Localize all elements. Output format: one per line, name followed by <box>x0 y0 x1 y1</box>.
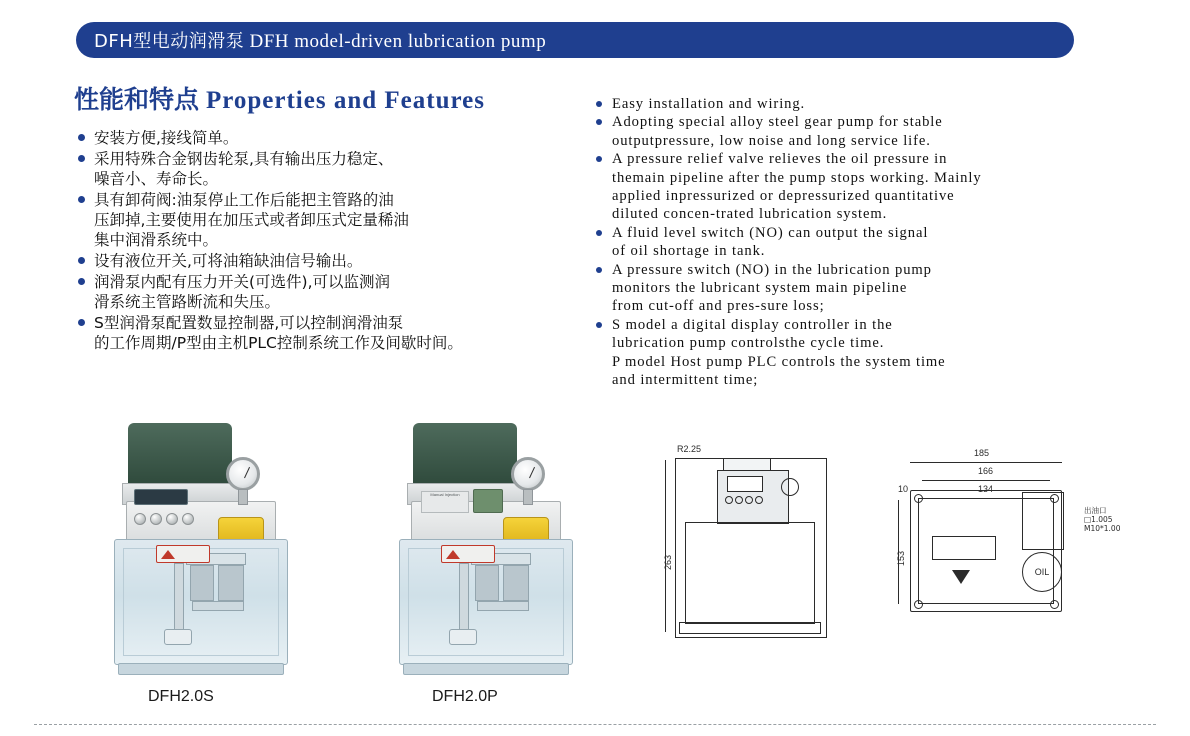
feature-line: S型润滑泵配置数显控制器,可以控制润滑油泵 <box>94 314 404 332</box>
list-item <box>596 316 1156 390</box>
knob-icon <box>725 496 733 504</box>
feature-line: Adopting special alloy steel gear pump for stable <box>612 114 943 131</box>
dimension-134: 134 <box>978 484 994 494</box>
knob-icon <box>735 496 743 504</box>
page-title <box>94 27 546 53</box>
feature-line: 润滑泵内配有压力开关(可选件),可以监测润 <box>94 273 391 291</box>
internal-part <box>192 601 244 611</box>
dimension-line <box>665 460 666 632</box>
digital-display <box>134 489 188 505</box>
tank-base <box>403 663 569 675</box>
warning-label-icon <box>156 545 210 563</box>
product-image-dfh20p <box>385 405 585 675</box>
knob-icon <box>745 496 753 504</box>
list-item <box>78 251 578 271</box>
feature-line: P model Host pump PLC controls the system time <box>612 353 946 370</box>
list-item <box>78 149 578 189</box>
feature-line: A pressure relief valve relieves the oil pressure in <box>612 151 948 168</box>
feature-line: 安装方便,接线简单。 <box>94 129 239 147</box>
dimension-10: 10 <box>898 484 909 494</box>
caption-dfh20p: DFH2.0P <box>432 688 498 705</box>
feature-line: A pressure switch (NO) in the lubrication pump <box>612 261 932 278</box>
feature-line: Easy installation and wiring. <box>612 96 806 112</box>
list-item <box>78 272 578 312</box>
internal-part <box>218 565 244 601</box>
section-heading <box>74 80 485 116</box>
outlet-label-cn: 出油口 <box>1084 506 1107 515</box>
screw-icon <box>1050 600 1059 609</box>
feature-line: S model a digital display controller in the <box>612 316 893 333</box>
feature-line: A fluid level switch (NO) can output the signal <box>612 224 929 241</box>
outlet-port-label <box>1084 506 1120 533</box>
drawing-gauge-icon <box>781 478 799 496</box>
drawing-knobs <box>725 496 765 504</box>
page-title-en: DFH model-driven lubrication pump <box>249 31 547 52</box>
feature-line: themain pipeline after the pump stops working. Mainly <box>612 169 982 186</box>
page-title-bar <box>76 22 1074 58</box>
pump-motor-cover <box>128 423 232 485</box>
drawing-base <box>679 622 821 634</box>
dimension-line <box>910 462 1062 463</box>
screw-icon <box>914 600 923 609</box>
dimension-line <box>922 480 1050 481</box>
gauge-stem <box>238 489 248 505</box>
internal-part <box>190 565 214 601</box>
gauge-stem <box>523 489 533 505</box>
internal-part <box>477 601 529 611</box>
feature-line: from cut-off and pres-sure loss; <box>612 298 825 315</box>
internal-part <box>503 565 529 601</box>
tank-internal-parts <box>148 553 258 641</box>
tank-internal-parts <box>433 553 543 641</box>
pressure-gauge-icon <box>226 457 260 491</box>
screw-icon <box>1050 494 1059 503</box>
feature-line: 滑系统主管路断流和失压。 <box>94 293 281 311</box>
internal-part <box>475 565 499 601</box>
list-item <box>78 313 578 353</box>
knob-icon <box>150 513 162 525</box>
feature-line: 设有液位开关,可将油箱缺油信号输出。 <box>94 252 363 270</box>
page-title-cn: DFH型电动润滑泵 <box>94 31 245 52</box>
screw-icon <box>914 494 923 503</box>
feature-line: outputpressure, low noise and long service life. <box>612 132 931 149</box>
features-list-chinese <box>78 128 578 354</box>
list-item <box>596 261 1156 316</box>
feature-line: 采用特殊合金钢齿轮泵,具有输出压力稳定、 <box>94 150 394 168</box>
internal-part <box>449 629 477 645</box>
dimension-153: 153 <box>896 550 906 566</box>
internal-part <box>174 563 184 635</box>
features-list-english <box>596 95 1156 390</box>
list-item <box>596 150 1156 224</box>
feature-line: of oil shortage in tank. <box>612 243 766 260</box>
dimension-height: 263 <box>663 554 673 570</box>
knob-icon <box>134 513 146 525</box>
dimension-corner-radius: R2.25 <box>677 444 702 454</box>
list-item <box>596 113 1156 150</box>
warning-triangle-icon <box>952 570 970 584</box>
pump-motor-cover <box>413 423 517 485</box>
caption-dfh20s: DFH2.0S <box>148 688 214 705</box>
green-terminal-panel <box>473 489 503 513</box>
feature-line: applied inpressurized or depressurized quantitative <box>612 188 955 205</box>
list-item <box>78 190 578 250</box>
knob-icon <box>182 513 194 525</box>
drawing-display <box>727 476 763 492</box>
dimension-185: 185 <box>974 448 990 458</box>
feature-line: 的工作周期/P型由主机PLC控制系统工作及间歇时间。 <box>94 334 463 352</box>
feature-line: lubrication pump controlsthe cycle time. <box>612 335 885 352</box>
outlet-label-spec1: □1.005 <box>1084 515 1113 524</box>
oil-fill-port: OIL <box>1022 552 1062 592</box>
section-heading-en: Properties and Features <box>205 87 485 114</box>
list-item <box>596 224 1156 261</box>
technical-drawing-top-view <box>870 440 1170 655</box>
knob-icon <box>166 513 178 525</box>
section-heading-cn: 性能和特点 <box>74 85 200 114</box>
feature-line: 压卸掉,主要使用在加压式或者卸压式定量稀油 <box>94 211 409 229</box>
feature-line: monitors the lubricant system main pipeline <box>612 280 908 297</box>
list-item <box>78 128 578 148</box>
internal-part <box>164 629 192 645</box>
control-knobs <box>134 513 194 525</box>
drawing-tank <box>685 522 815 624</box>
internal-part <box>459 563 469 635</box>
feature-line: and intermittent time; <box>612 372 759 389</box>
product-image-dfh20s <box>100 405 300 675</box>
footer-divider <box>34 724 1156 725</box>
outlet-label-spec2: M10*1.00 <box>1084 524 1121 533</box>
knob-icon <box>755 496 763 504</box>
pressure-gauge-icon <box>511 457 545 491</box>
feature-line: 集中润滑系统中。 <box>94 231 219 249</box>
feature-line: diluted concen-trated lubrication system. <box>612 206 888 223</box>
technical-drawing-front-view <box>645 440 835 655</box>
list-item <box>596 95 1156 113</box>
dimension-166: 166 <box>978 466 994 476</box>
tank-base <box>118 663 284 675</box>
feature-line: 具有卸荷阀:油泵停止工作后能把主管路的油 <box>94 191 394 209</box>
warning-label-icon <box>441 545 495 563</box>
drawing-name-plate <box>932 536 996 560</box>
feature-line: 噪音小、寿命长。 <box>94 170 219 188</box>
manual-injection-label: Manual Injection <box>421 491 469 513</box>
